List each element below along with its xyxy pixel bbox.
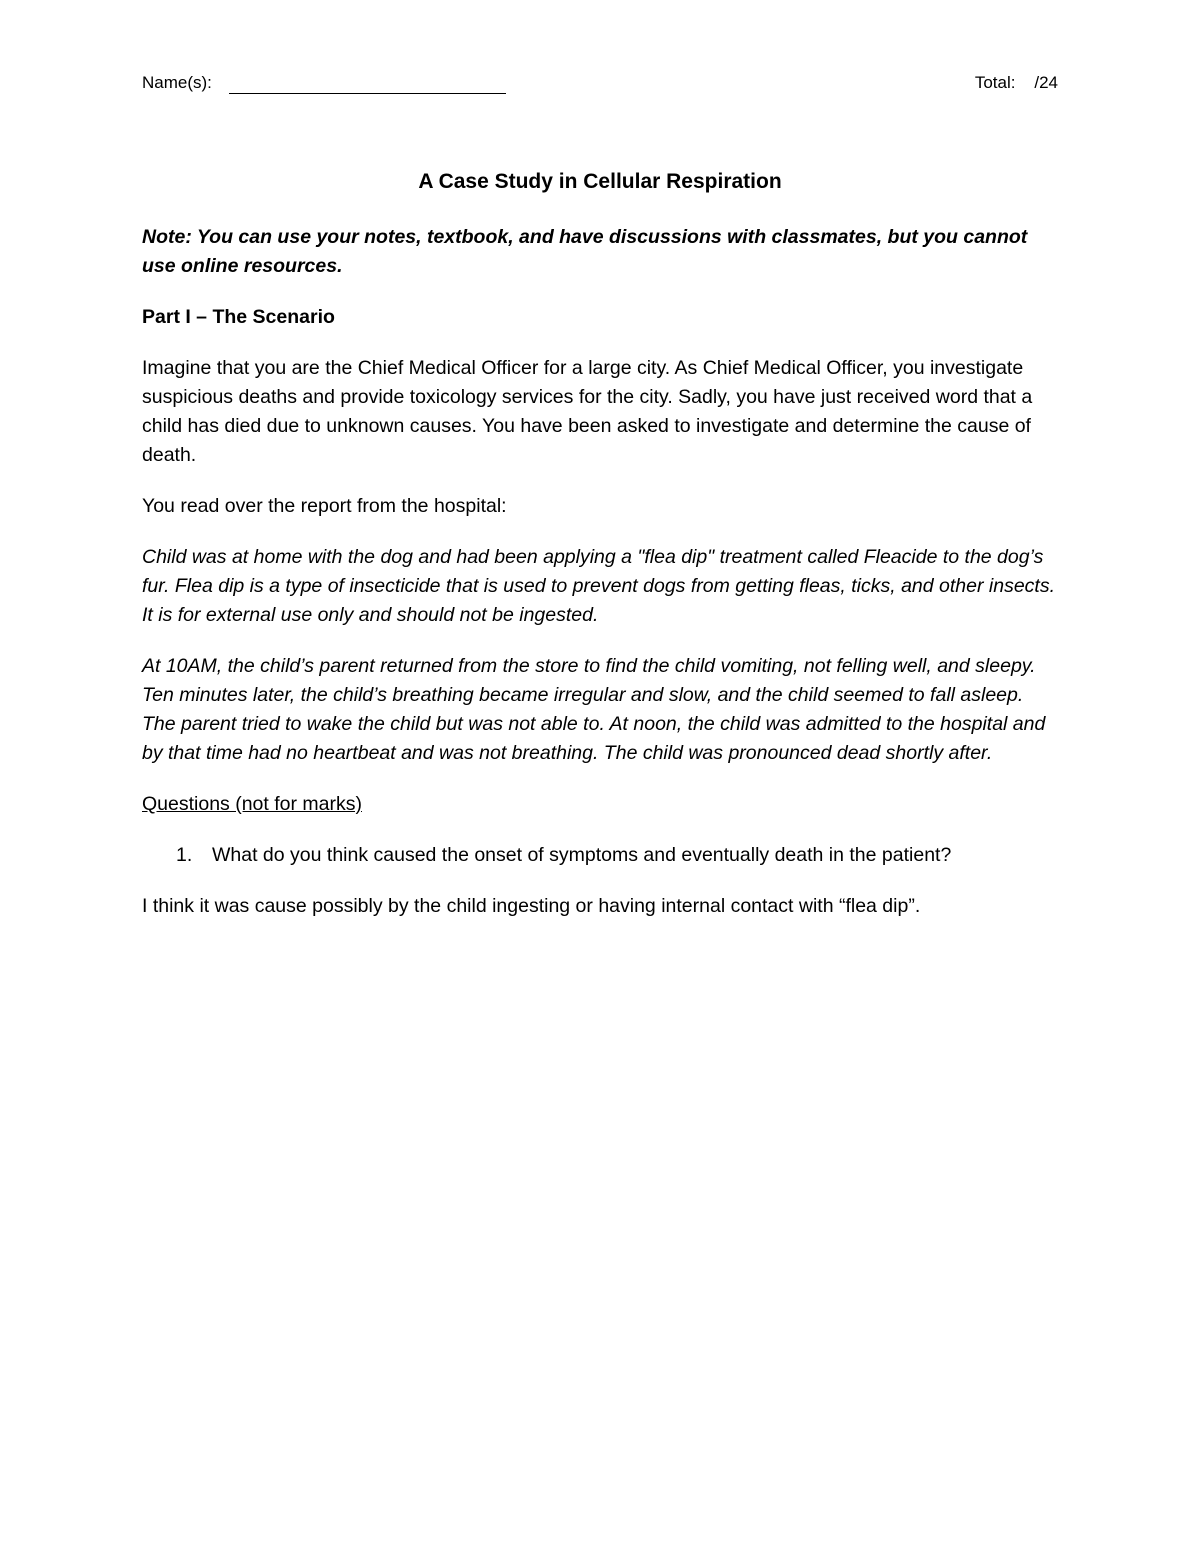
part1-heading: Part I – The Scenario (142, 306, 335, 328)
question-number: 1. (176, 844, 193, 866)
document-body (142, 223, 1062, 943)
questions-heading: Questions (not for marks) (142, 793, 362, 815)
answer-paragraph: I think it was cause possibly by the child ingesting or having internal contact with “flea dip”. (142, 895, 921, 917)
question-item (142, 841, 1062, 870)
name-label: Name(s): (142, 73, 212, 92)
note-paragraph: Note: You can use your notes, textbook, and have discussions with classmates, but you cannot use online resources. (142, 226, 1028, 277)
header (142, 73, 1062, 99)
report-intro: You read over the report from the hospital: (142, 495, 507, 517)
report-paragraph: Child was at home with the dog and had been applying a "flea dip" treatment called Fleacide to the dog’s fur. Flea dip is a type of insecticide that is used to prevent dogs from getting fleas, ticks, and other insects. It is for external use only and should not be ingested. (142, 546, 1055, 626)
report-paragraph: At 10AM, the child’s parent returned from the store to find the child vomiting, not felling well, and sleepy. Ten minutes later, the child’s breathing became irregular and slow, and the child seemed to fall asleep. The parent tried to wake the child but was not able to. At noon, the child was admitted to the hospital and by that time had no heartbeat and was not breathing. The child was pronounced dead shortly after. (142, 655, 1046, 764)
scenario-paragraph: Imagine that you are the Chief Medical Officer for a large city. As Chief Medical Officer, you investigate suspicious deaths and provide toxicology services for the city. Sadly, you have just received word that a child has died due to unknown causes. You have been asked to investigate and determine the cause of death. (142, 357, 1033, 466)
question-text: What do you think caused the onset of symptoms and eventually death in the patient? (212, 844, 952, 866)
document-title: A Case Study in Cellular Respiration (418, 170, 782, 193)
name-blank-line (229, 93, 506, 94)
total-score-label: Total: /24 (974, 73, 1058, 92)
